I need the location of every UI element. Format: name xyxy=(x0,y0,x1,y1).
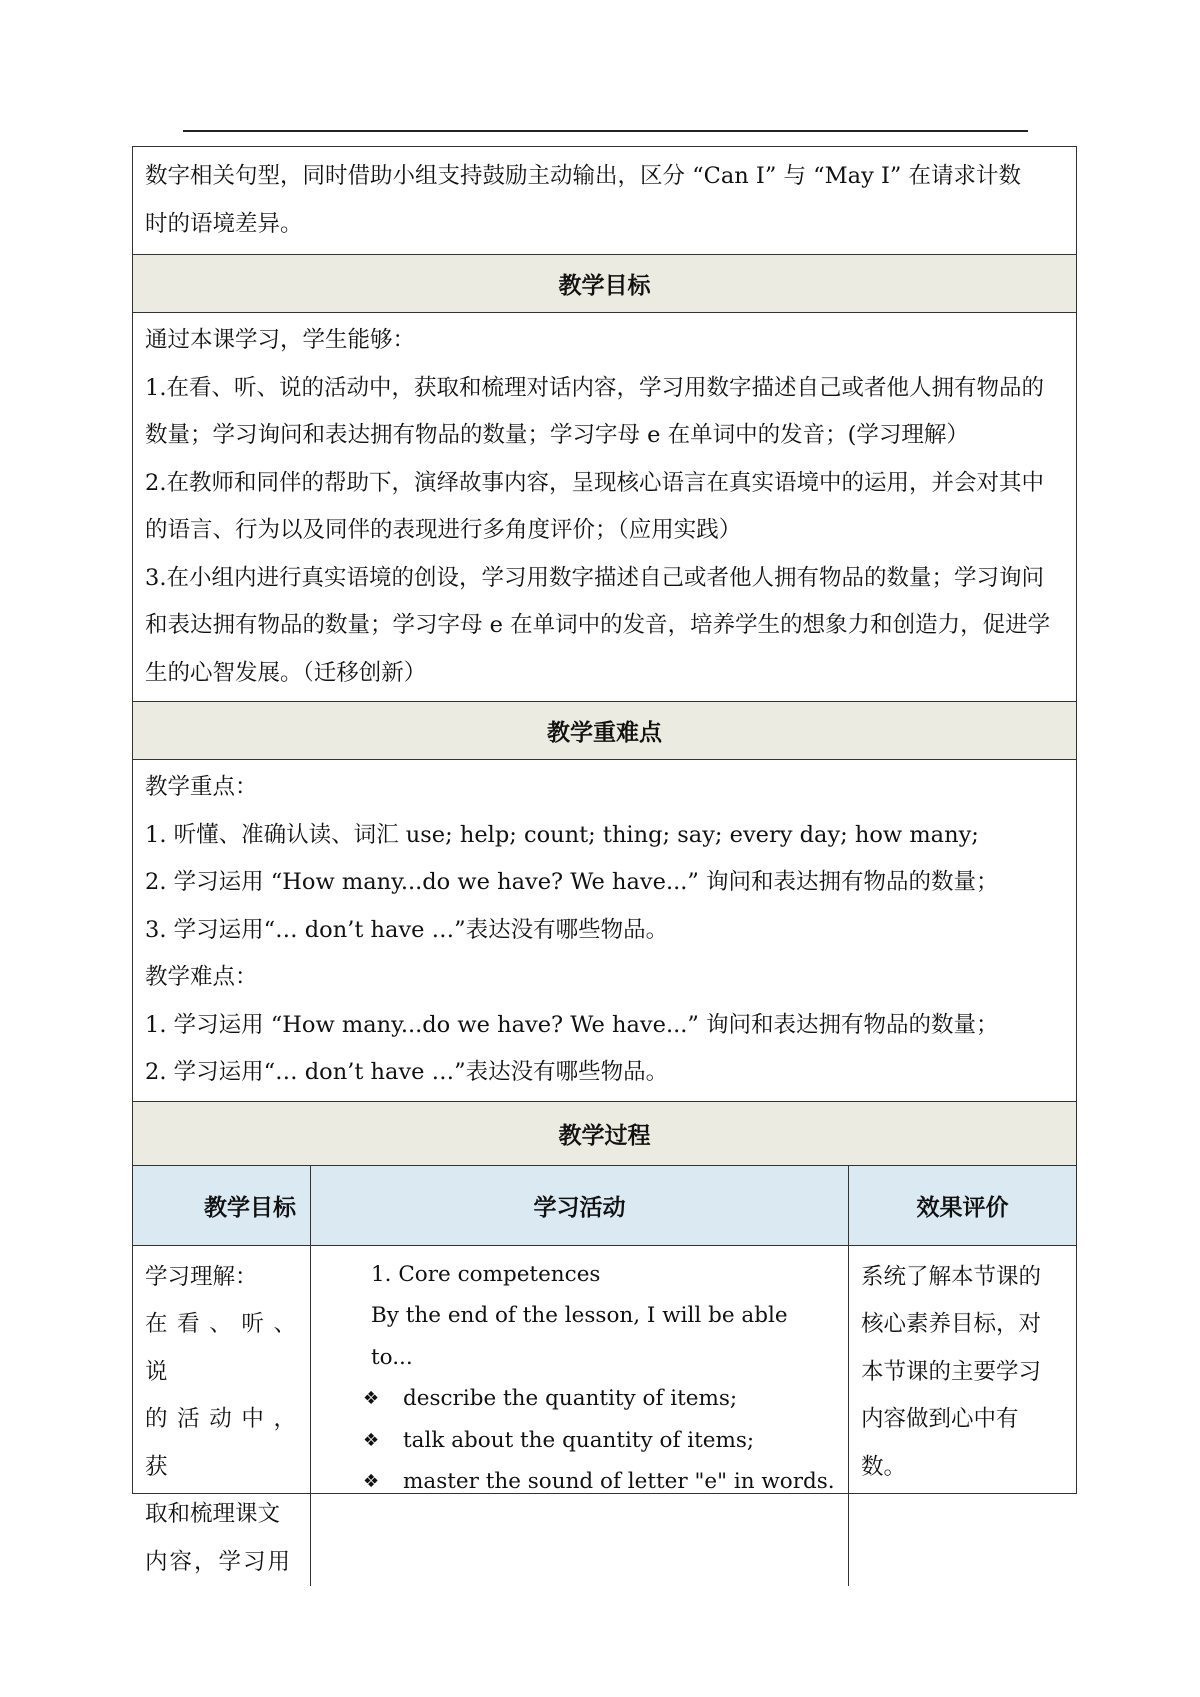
process-heading: 教学过程 xyxy=(133,1102,1076,1166)
activity-bullet-text: master the sound of letter "e" in words. xyxy=(403,1469,835,1494)
key-points-row xyxy=(133,760,1076,1102)
focus-item-3: 3. 学习运用“… don’t have …”表达没有哪些物品。 xyxy=(145,916,669,943)
goal-line-5: 内容，学习用 xyxy=(145,1548,293,1575)
activity-bullet-2 xyxy=(363,1420,836,1462)
key-points-heading: 教学重难点 xyxy=(133,702,1076,760)
intro-cell xyxy=(133,147,1076,254)
diamond-bullet-icon: ❖ xyxy=(363,1471,380,1492)
intro-line-1: 数字相关句型，同时借助小组支持鼓励主动输出，区分 “Can I” 与 “May I” 在请求计数 xyxy=(145,163,1021,189)
evaluation-line-4: 内容做到心中有 xyxy=(861,1406,1019,1432)
goal-line-4: 取和梳理课文 xyxy=(145,1501,281,1527)
focus-label: 教学重点： xyxy=(145,774,258,800)
column-header-activity: 学习活动 xyxy=(311,1166,849,1245)
goal-line-1: 学习理解： xyxy=(145,1263,258,1290)
column-header-evaluation: 效果评价 xyxy=(916,1194,1009,1221)
activity-bullet-text: talk about the quantity of items; xyxy=(403,1427,755,1453)
goal-line-3: 的活动中，获 xyxy=(145,1406,300,1480)
objectives-heading: 教学目标 xyxy=(133,255,1076,313)
activity-bullet-text: describe the quantity of items; xyxy=(403,1386,738,1411)
focus-item-1: 1. 听懂、准确认读、词汇 use; help; count; thing; say; every day; how many; xyxy=(145,821,979,848)
objectives-lead: 通过本课学习，学生能够： xyxy=(145,327,416,353)
goal-line-2: 在看、听、说 xyxy=(145,1311,300,1385)
objective-item-2: 2.在教师和同伴的帮助下，演绎故事内容，呈现核心语言在真实语境中的运用，并会对其中的语言、行为以及同伴的表现进行多角度评价；（应用实践） xyxy=(145,469,1044,543)
evaluation-line-3: 本节课的主要学习 xyxy=(861,1358,1042,1385)
objective-item-3: 3.在小组内进行真实语境的创设，学习用数字描述自己或者他人拥有物品的数量；学习询问和表达拥有物品的数量；学习字母 e 在单词中的发音，培养学生的想象力和创造力，促进学生的心智发展。（迁移创新） xyxy=(145,564,1051,686)
diamond-bullet-icon: ❖ xyxy=(363,1429,380,1451)
lesson-plan-table xyxy=(132,146,1077,1575)
header-rule xyxy=(183,130,1028,132)
activity-lead: By the end of the lesson, I will be able to... xyxy=(371,1303,788,1370)
process-column-headers xyxy=(133,1166,1076,1246)
objectives-cell xyxy=(133,313,1076,701)
difficulty-item-2: 2. 学习运用“… don’t have …”表达没有哪些物品。 xyxy=(145,1059,669,1085)
diamond-bullet-icon: ❖ xyxy=(363,1388,380,1409)
activity-bullet-1 xyxy=(363,1378,836,1420)
column-header-goal: 教学目标 xyxy=(133,1166,311,1245)
evaluation-line-2: 核心素养目标，对 xyxy=(861,1311,1042,1337)
process-goal-cell xyxy=(133,1246,311,1587)
evaluation-line-1: 系统了解本节课的 xyxy=(861,1263,1042,1290)
evaluation-line-5: 数。 xyxy=(861,1453,907,1480)
focus-item-2: 2. 学习运用 “How many...do we have? We have...” 询问和表达拥有物品的数量； xyxy=(145,869,999,895)
key-points-cell xyxy=(133,760,1076,1101)
process-activity-cell xyxy=(311,1246,849,1587)
process-evaluation-cell xyxy=(849,1246,1076,1587)
objective-item-1: 1.在看、听、说的活动中，获取和梳理对话内容，学习用数字描述自己或者他人拥有物品的数量；学习询问和表达拥有物品的数量；学习字母 e 在单词中的发音；(学习理解） xyxy=(145,374,1044,448)
process-row-1 xyxy=(133,1246,1076,1575)
activity-bullet-3 xyxy=(363,1461,836,1503)
difficulty-item-1: 1. 学习运用 “How many...do we have? We have...” 询问和表达拥有物品的数量； xyxy=(145,1011,999,1038)
activity-title: 1. Core competences xyxy=(371,1261,601,1287)
intro-line-2: 时的语境差异。 xyxy=(145,210,303,237)
intro-row xyxy=(133,147,1076,255)
objectives-row xyxy=(133,313,1076,702)
difficulty-label: 教学难点： xyxy=(145,964,258,990)
